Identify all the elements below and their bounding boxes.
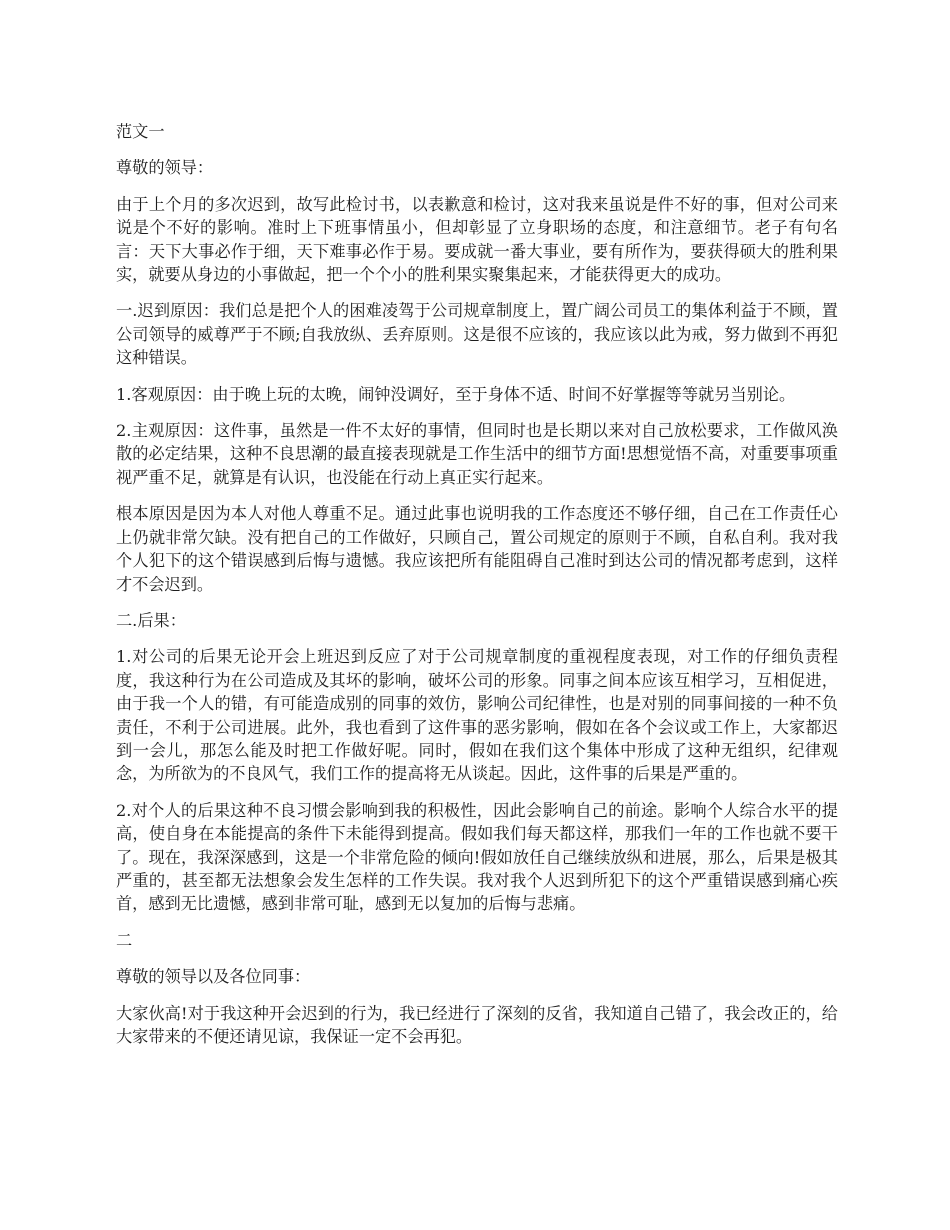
second-salutation: 尊敬的领导以及各位同事： xyxy=(116,967,311,987)
subjective-reason-paragraph: 2.主观原因：这件事，虽然是一件不太好的事情，但同时也是长期以来对自己放松要求，工作做风涣散的必定结果，这种不良思潮的最直接表现就是工作生活中的细节方面!思想觉悟不高，对重要事项重视严重不足，就算是有认识，也没能在行动上真正实行起来。 xyxy=(116,421,838,487)
section-title: 范文一 xyxy=(116,122,165,141)
root-cause-paragraph: 根本原因是因为本人对他人尊重不足。通过此事也说明我的工作态度还不够仔细，自己在工作责任心上仍就非常欠缺。没有把自己的工作做好，只顾自己，置公司规定的原则于不顾，自私自利。我对我个人犯下的这个错误感到后悔与遗憾。我应该把所有能阻碍自己准时到达公司的情况都考虑到，这样才不会迟到。 xyxy=(116,504,838,594)
intro-paragraph: 由于上个月的多次迟到，故写此检讨书，以表歉意和检讨，这对我来虽说是件不好的事，但对公司来说是个不好的影响。准时上下班事情虽小，但却彰显了立身职场的态度，和注意细节。老子有句名言：天下大事必作于细，天下难事必作于易。要成就一番大事业，要有所作为，要获得硕大的胜利果实，就要从身边的小事做起，把一个个小的胜利果实聚集起来，才能获得更大的成功。 xyxy=(116,194,838,285)
salutation: 尊敬的领导： xyxy=(116,158,214,178)
consequences-heading: 二.后果： xyxy=(116,610,186,630)
closing-paragraph: 大家伙高!对于我这种开会迟到的行为，我已经进行了深刻的反省，我知道自己错了，我会改正的，给大家带来的不便还请见谅，我保证一定不会再犯。 xyxy=(116,1003,838,1046)
company-consequence-paragraph: 1.对公司的后果无论开会上班迟到反应了对于公司规章制度的重视程度表现，对工作的仔细负责程度，我这种行为在公司造成及其坏的影响，破坏公司的形象。同事之间本应该互相学习，互相促进，由于我一个人的错，有可能造成别的同事的效仿，影响公司纪律性，也是对别的同事间接的一种不负责任，不利于公司进展。此外，我也看到了这件事的恶劣影响，假如在各个会议或工作上，大家都迟到一会儿，那怎么能及时把工作做好呢。同时，假如在我们这个集体中形成了这种无组织，纪律观念，为所欲为的不良风气，我们工作的提高将无从谈起。因此，这件事的后果是严重的。 xyxy=(116,647,838,784)
personal-consequence-paragraph: 2.对个人的后果这种不良习惯会影响到我的积极性，因此会影响自己的前途。影响个人综合水平的提高，使自身在本能提高的条件下未能得到提高。假如我们每天都这样，那我们一年的工作也就不要干了。现在，我深深感到，这是一个非常危险的倾向!假如放任自己继续放纵和进展，那么，后果是极其严重的，甚至都无法想象会发生怎样的工作失误。我对我个人迟到所犯下的这个严重错误感到痛心疾首，感到无比遗憾，感到非常可耻，感到无以复加的后悔与悲痛。 xyxy=(116,800,838,914)
document-body xyxy=(116,120,838,1061)
objective-reason-paragraph: 1.客观原因：由于晚上玩的太晚，闹钟没调好，至于身体不适、时间不好掌握等等就另当别论。 xyxy=(116,384,796,404)
late-reason-paragraph: 一.迟到原因：我们总是把个人的困难凌驾于公司规章制度上，置广阔公司员工的集体利益于不顾，置公司领导的威尊严于不顾;自我放纵、丢弃原则。这是很不应该的，我应该以此为戒，努力做到不再犯这种错误。 xyxy=(116,301,838,368)
second-sample-heading: 二 xyxy=(116,930,133,950)
